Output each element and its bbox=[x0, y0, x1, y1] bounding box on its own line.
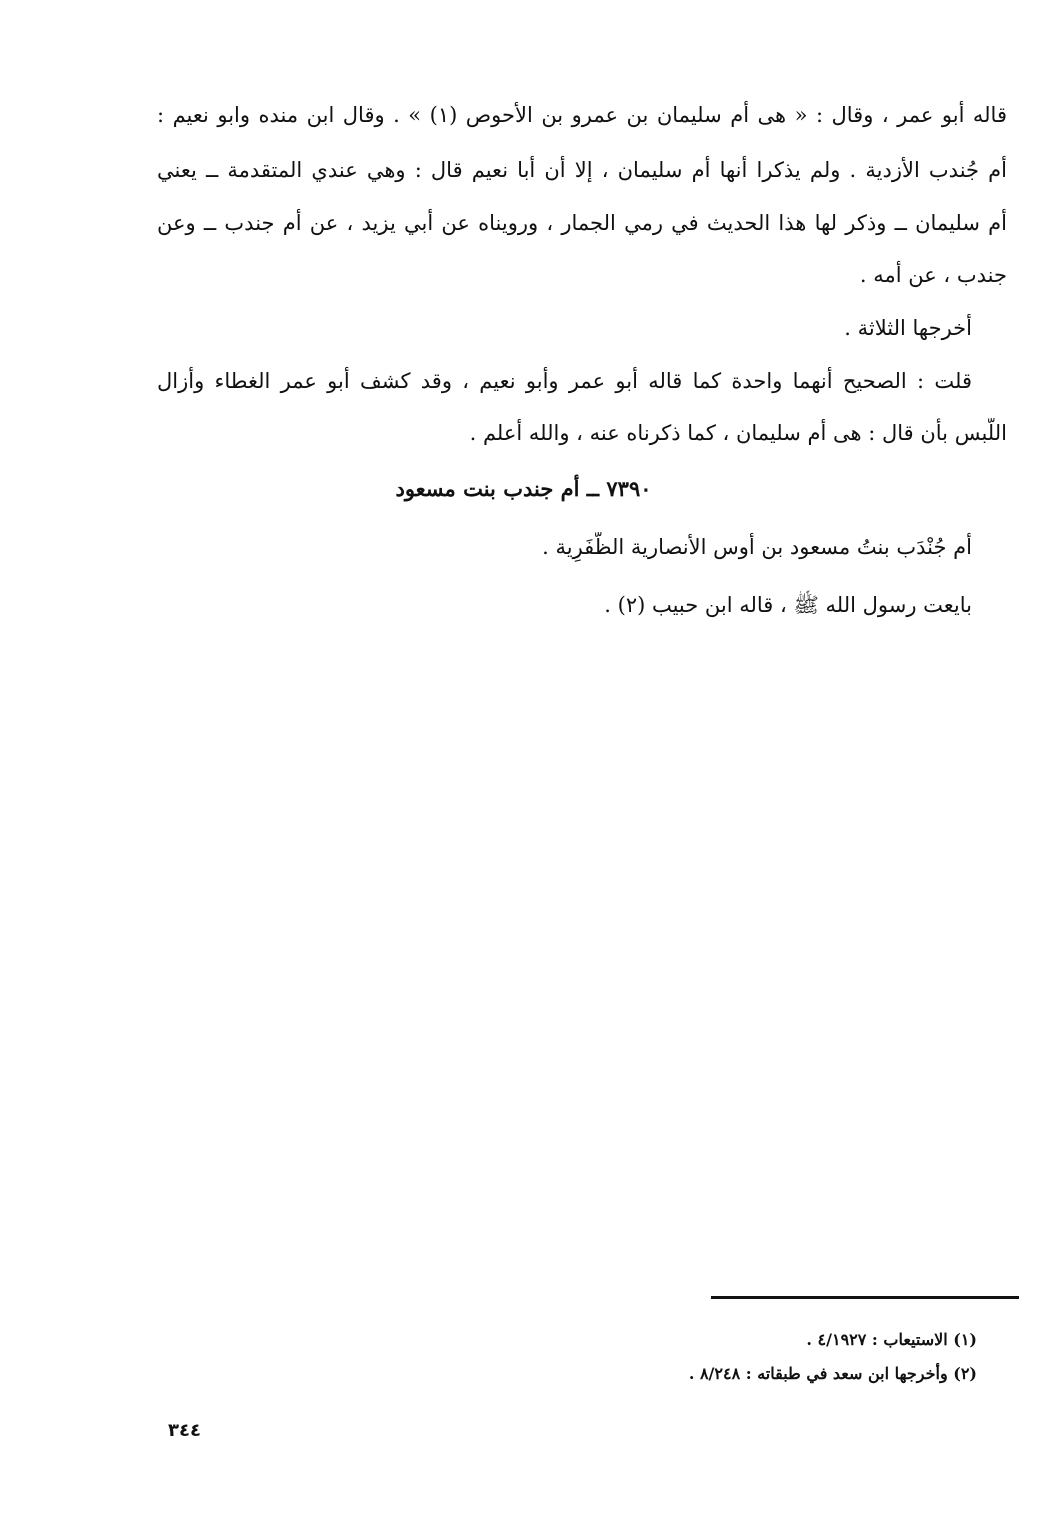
entry-line-2: بايعت رسول الله ﷺ ، قاله ابن حبيب (٢) . bbox=[604, 593, 972, 617]
body-line-1: قاله أبو عمر ، وقال : « هى أم سليمان بن عمرو بن الأحوص (١) » . وقال ابن منده وابو نعيم : bbox=[157, 103, 1007, 127]
footnote-1: (١) الاستيعاب : ٤/١٩٢٧ . bbox=[806, 1330, 977, 1349]
body-line-5: أخرجها الثلاثة . bbox=[844, 316, 972, 340]
body-line-4: جندب ، عن أمه . bbox=[859, 263, 1007, 287]
page-number: ٣٤٤ bbox=[168, 1420, 201, 1441]
body-line-2: أم جُندب الأزدية . ولم يذكرا أنها أم سليمان ، إلا أن أبا نعيم قال : وهي عندي المتقدمة ــ يعني bbox=[157, 158, 1007, 182]
body-line-6: قلت : الصحيح أنهما واحدة كما قاله أبو عمر وأبو نعيم ، وقد كشف أبو عمر الغطاء وأزال bbox=[157, 369, 972, 393]
footnote-separator bbox=[711, 1296, 1019, 1299]
entry-heading: ٧٣٩٠ ــ أم جندب بنت مسعود bbox=[395, 476, 652, 501]
body-line-7: اللّبس بأن قال : هى أم سليمان ، كما ذكرناه عنه ، والله أعلم . bbox=[469, 421, 1007, 445]
entry-line-1: أم جُنْدَب بنتُ مسعود بن أوس الأنصارية الظَّفَرِية . bbox=[542, 535, 972, 559]
footnote-2: (٢) وأخرجها ابن سعد في طبقاته : ٨/٢٤٨ . bbox=[688, 1364, 977, 1383]
body-line-3: أم سليمان ــ وذكر لها هذا الحديث في رمي الجمار ، ورويناه عن أبي يزيد ، عن أم جندب ــ وعن bbox=[157, 211, 1007, 235]
